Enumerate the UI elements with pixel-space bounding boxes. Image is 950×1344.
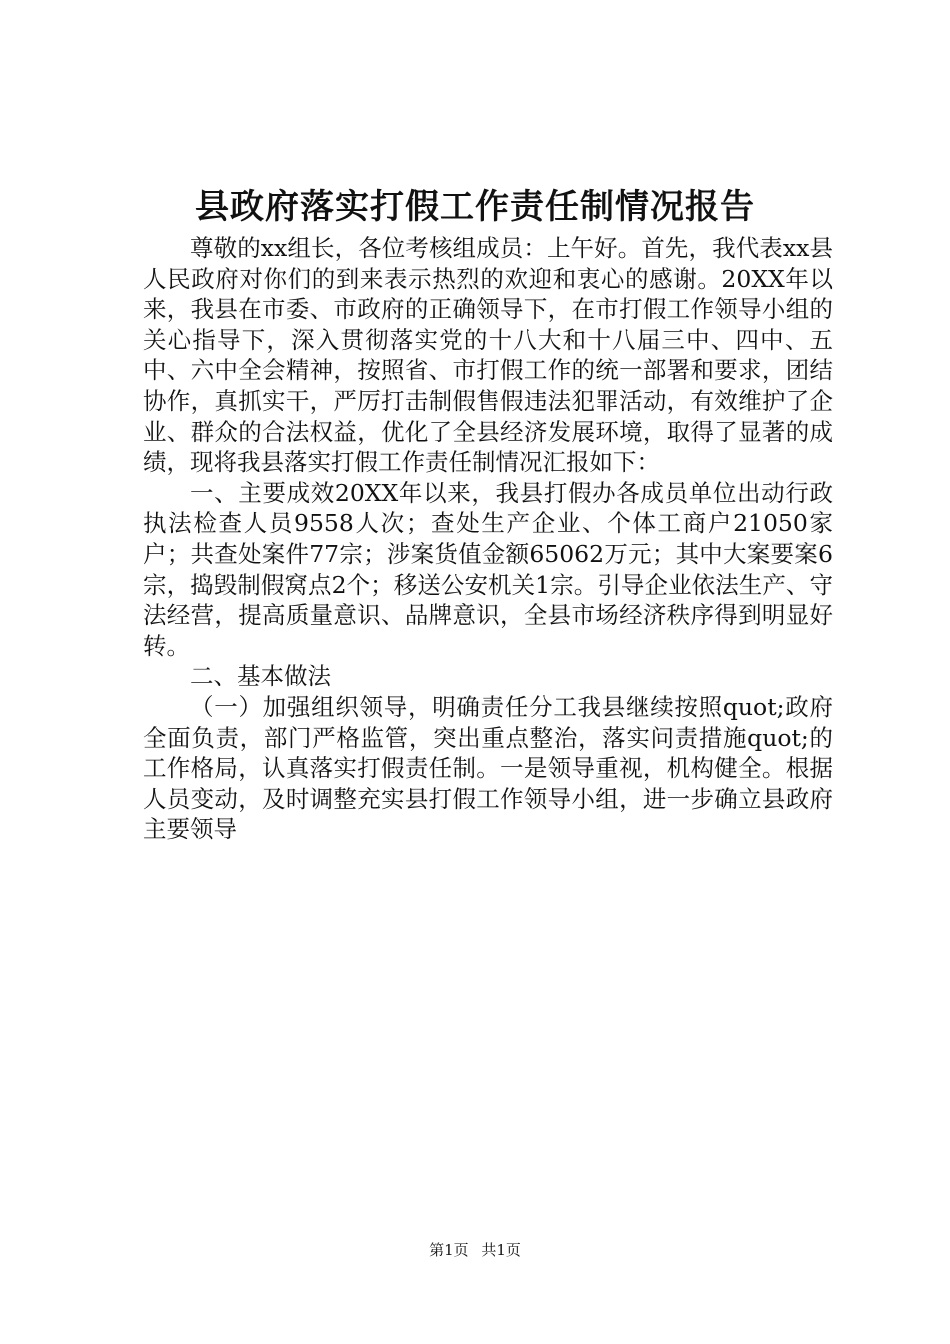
paragraph-section-heading: 二、基本做法	[190, 662, 331, 691]
paragraph-main-results: 一、主要成效20XX年以来，我县打假办各成员单位出动行政执法检查人员9558人次；查处生产企业、个体工商户21050家户；共查处案件77宗；涉案货值金额65062万元；其中大案要案6宗，捣毁制假窝点2个；移送公安机关1宗。引导企业依法生产、守法经营，提高质量意识、品牌意识，全县市场经济秩序得到明显好转。	[143, 478, 833, 660]
document-title: 县政府落实打假工作责任制情况报告	[195, 187, 755, 227]
document-body	[143, 233, 833, 845]
page-number: 第1页	[429, 1241, 469, 1259]
page-footer	[0, 1240, 950, 1260]
paragraph-organization: （一）加强组织领导，明确责任分工我县继续按照quot;政府全面负责，部门严格监管，突出重点整治，落实问责措施quot;的工作格局，认真落实打假责任制。一是领导重视，机构健全。根据人员变动，及时调整充实县打假工作领导小组，进一步确立县政府主要领导	[143, 692, 833, 844]
page-total: 共1页	[481, 1241, 521, 1259]
paragraph-greeting: 尊敬的xx组长，各位考核组成员：上午好。首先，我代表xx县人民政府对你们的到来表示热烈的欢迎和衷心的感谢。20XX年以来，我县在市委、市政府的正确领导下，在市打假工作领导小组的关心指导下，深入贯彻落实党的十八大和十八届三中、四中、五中、六中全会精神，按照省、市打假工作的统一部署和要求，团结协作，真抓实干，严厉打击制假售假违法犯罪活动，有效维护了企业、群众的合法权益，优化了全县经济发展环境，取得了显著的成绩，现将我县落实打假工作责任制情况汇报如下：	[143, 234, 833, 477]
